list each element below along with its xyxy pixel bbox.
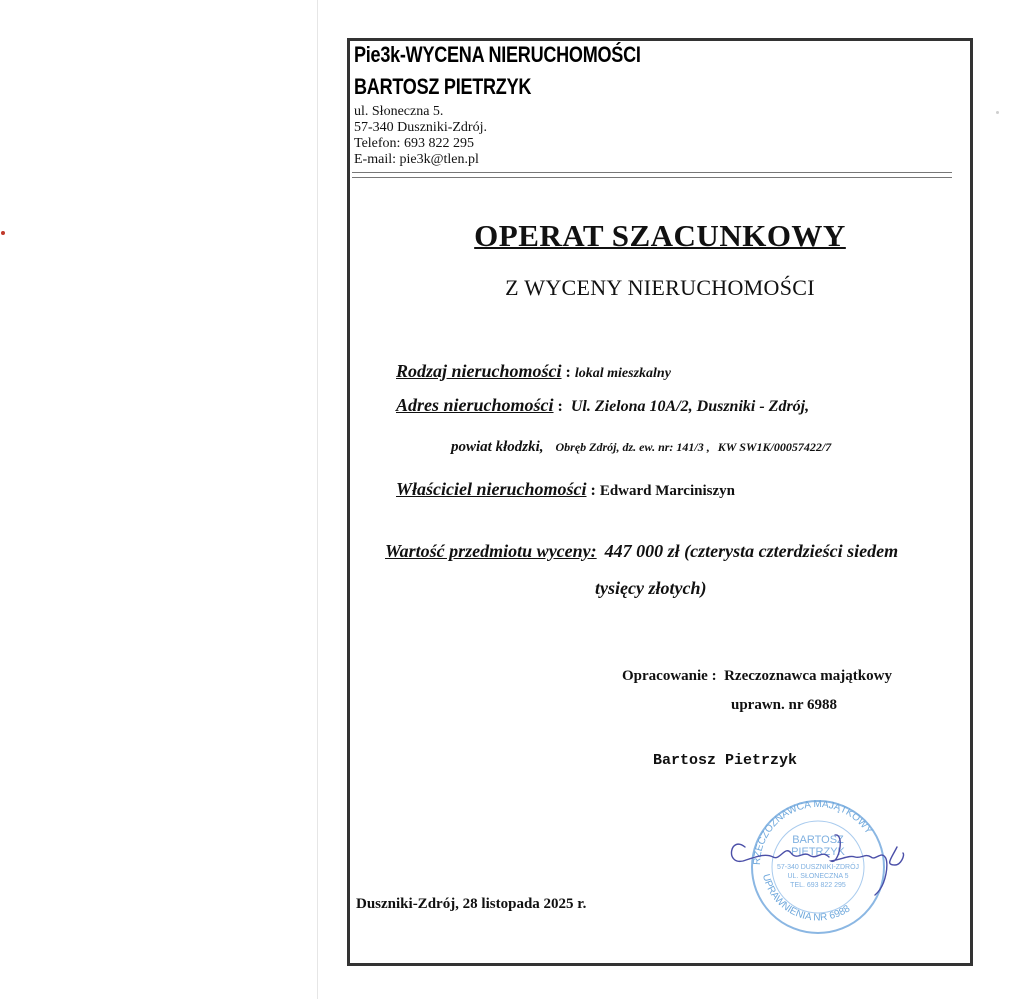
property-address-row — [396, 395, 809, 416]
stamp-name2: PIETRZYK — [791, 846, 845, 858]
place-and-date: Duszniki-Zdrój, 28 listopada 2025 r. — [356, 896, 587, 912]
firm-owner: BARTOSZ PIETRZYK — [354, 74, 532, 99]
address-street: ul. Słoneczna 5. — [354, 104, 444, 119]
prepared-role: Rzeczoznawca majątkowy — [724, 668, 892, 684]
property-type-value: lokal mieszkalny — [574, 366, 671, 381]
property-address-details — [451, 438, 831, 456]
address-city: 57-340 Duszniki-Zdrój. — [354, 120, 487, 135]
valuation-row — [385, 541, 898, 562]
stamp-ring-bottom: UPRAWNIENIA NR 6988 — [759, 872, 853, 924]
colon: : — [565, 364, 571, 381]
owner-row — [396, 479, 735, 500]
speck — [996, 111, 999, 114]
valuation-label: Wartość przedmiotu wyceny: — [385, 541, 597, 561]
property-address-label: Adres nieruchomości — [396, 395, 554, 415]
email: E-mail: pie3k@tlen.pl — [354, 152, 479, 167]
stamp-addr1: 57-340 DUSZNIKI-ZDRÓJ — [776, 864, 860, 871]
license-number: uprawn. nr 6988 — [731, 697, 837, 713]
viewer-divider — [317, 0, 318, 999]
valuation-amount-cont: tysięcy złotych) — [595, 578, 707, 598]
colon: : — [557, 398, 563, 415]
valuation-amount: 447 000 zł (czterysta czterdzieści siedem — [604, 541, 899, 561]
property-address-value: Ul. Zielona 10A/2, Duszniki - Zdrój, — [570, 398, 810, 415]
stamp-addr3: TEL. 693 822 295 — [790, 882, 846, 889]
header-rule — [352, 172, 952, 178]
firm-name: Pie3k-WYCENA NIERUCHOMOŚCI — [354, 42, 641, 67]
phone: Telefon: 693 822 295 — [354, 136, 474, 151]
prepared-label: Opracowanie : — [622, 668, 717, 684]
official-stamp-icon — [725, 795, 905, 935]
prepared-by — [622, 668, 892, 685]
colon: : — [590, 482, 596, 499]
property-type-row — [396, 361, 671, 382]
document-subtitle: Z WYCENY NIERUCHOMOŚCI — [505, 275, 815, 300]
stamp-name1: BARTOSZ — [792, 834, 844, 846]
owner-value: Edward Marciniszyn — [599, 483, 735, 499]
signer-name: Bartosz Pietrzyk — [653, 752, 798, 769]
land-register: KW SW1K/00057422/7 — [717, 440, 832, 454]
stamp-ring-top: RZECZOZNAWCA MAJĄTKOWY — [751, 798, 874, 866]
stamp-addr2: UL. SŁONECZNA 5 — [787, 873, 849, 880]
parcel: Obręb Zdrój, dz. ew. nr: 141/3 , — [555, 440, 710, 454]
owner-label: Właściciel nieruchomości — [396, 479, 587, 499]
marker-dot — [1, 231, 5, 235]
property-type-label: Rodzaj nieruchomości — [396, 361, 562, 381]
document-title: OPERAT SZACUNKOWY — [474, 218, 846, 253]
county: powiat kłodzki, — [451, 439, 544, 455]
